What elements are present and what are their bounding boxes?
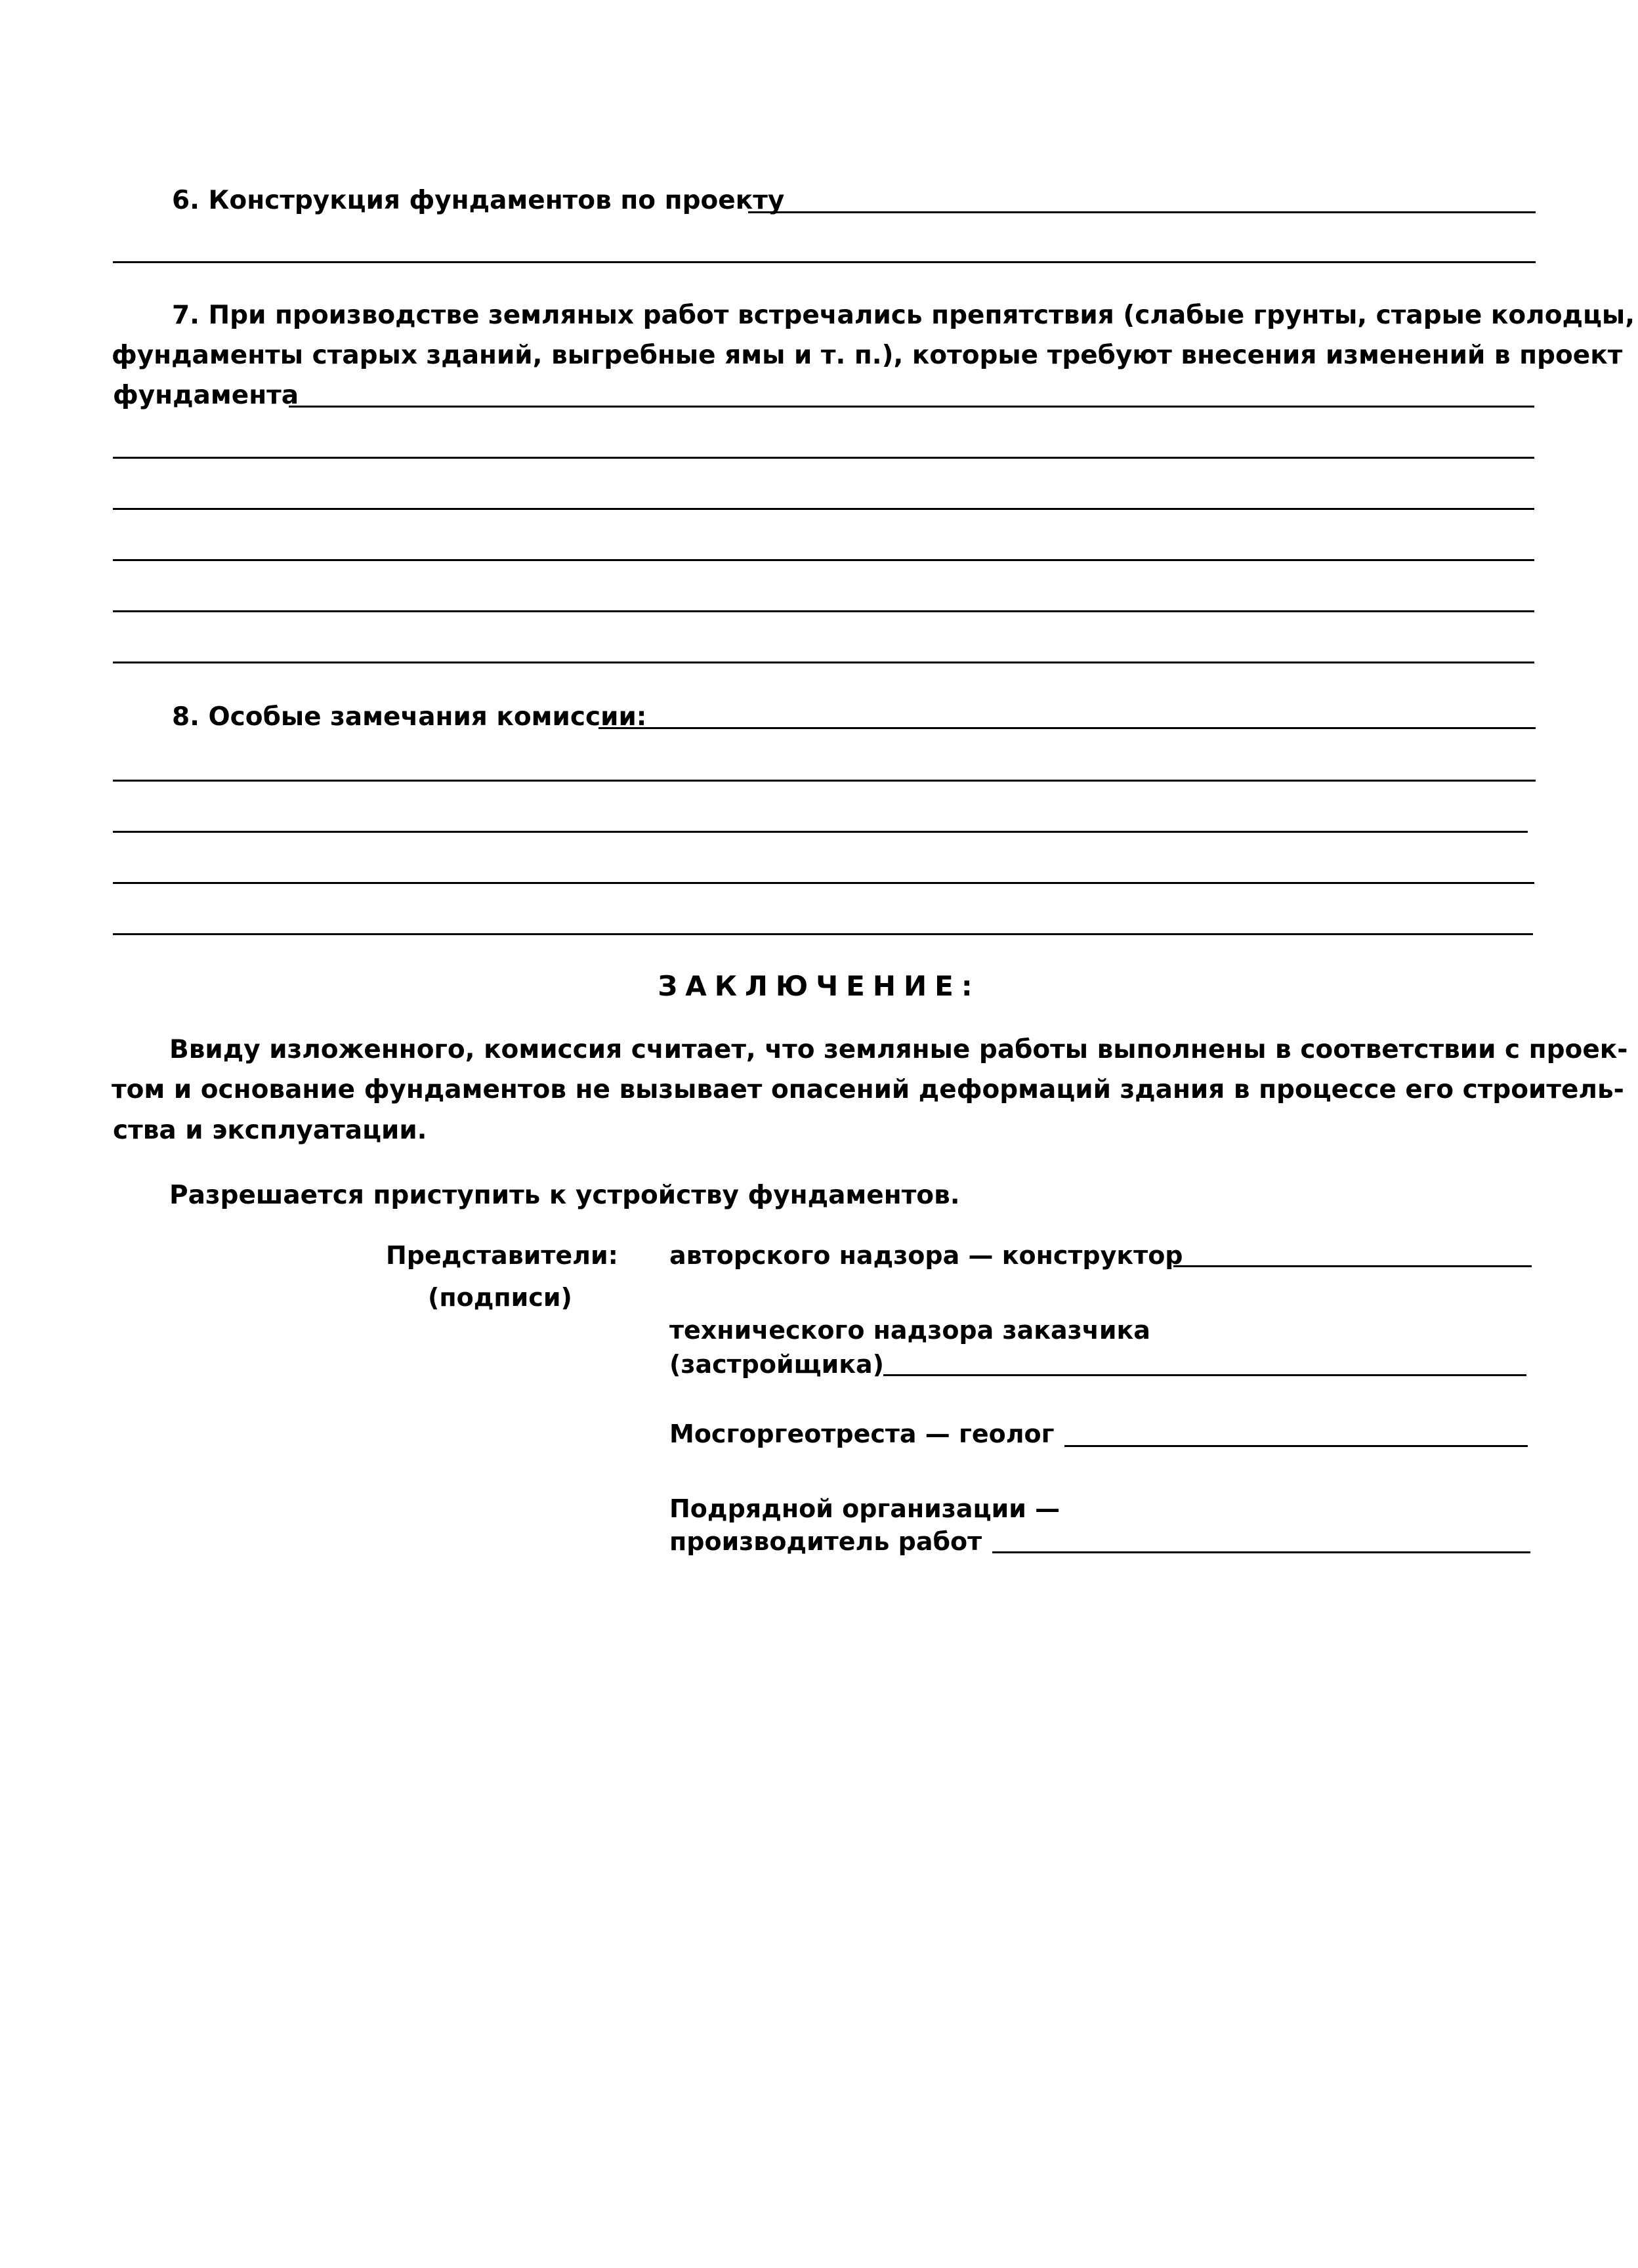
author-supervision-signature-line[interactable] (1173, 1265, 1532, 1267)
contractor-label-1: Подрядной организации — (669, 1494, 1060, 1523)
item7-blank-line-5[interactable] (113, 610, 1534, 612)
item6-blank-line-2[interactable] (113, 261, 1536, 263)
mosgorgeotrest-label: Мосгоргеотреста — геолог (669, 1419, 1055, 1448)
item6-label: 6. Конструкция фундаментов по проекту (172, 186, 785, 215)
technical-supervision-signature-line[interactable] (883, 1374, 1526, 1376)
item7-blank-line-3[interactable] (113, 508, 1534, 510)
conclusion-line2: том и основание фундаментов не вызывает опасений деформаций здания в процессе его строитель- (112, 1075, 1624, 1104)
item8-blank-line-4[interactable] (113, 882, 1534, 884)
permission-text: Разрешается приступить к устройству фундаментов. (169, 1181, 960, 1210)
author-supervision-label: авторского надзора — конструктор (669, 1241, 1183, 1270)
item8-blank-line-1[interactable] (598, 727, 1536, 729)
item7-blank-line-1[interactable] (289, 406, 1534, 408)
item8-blank-line-5[interactable] (113, 933, 1533, 935)
signatures-note: (подписи) (428, 1283, 572, 1312)
item7-blank-line-4[interactable] (113, 559, 1534, 561)
conclusion-title: ЗАКЛЮЧЕНИЕ: (658, 970, 980, 1002)
mosgorgeotrest-signature-line[interactable] (1064, 1445, 1528, 1447)
item6-blank-line[interactable] (748, 211, 1536, 213)
technical-supervision-label-1: технического надзора заказчика (669, 1316, 1150, 1345)
representatives-label: Представители: (386, 1241, 618, 1270)
item7-line3: фундамента (113, 381, 299, 410)
technical-supervision-label-2: (застройщика) (669, 1350, 885, 1379)
contractor-label-2: производитель работ (669, 1527, 982, 1556)
item7-blank-line-2[interactable] (113, 457, 1534, 459)
item7-line2: фундаменты старых зданий, выгребные ямы и т. п.), которые требуют внесения изменений в проект (112, 341, 1623, 370)
conclusion-line1: Ввиду изложенного, комиссия считает, что земляные работы выполнены в соответствии с проек- (169, 1035, 1628, 1064)
item8-blank-line-2[interactable] (113, 780, 1536, 782)
item7-blank-line-6[interactable] (113, 662, 1534, 663)
conclusion-line3: ства и эксплуатации. (113, 1116, 427, 1145)
item8-label: 8. Особые замечания комиссии: (172, 702, 647, 732)
item7-line1: 7. При производстве земляных работ встречались препятствия (слабые грунты, старые колодцы, (172, 301, 1635, 330)
item8-blank-line-3[interactable] (113, 831, 1528, 833)
contractor-signature-line[interactable] (992, 1551, 1530, 1553)
